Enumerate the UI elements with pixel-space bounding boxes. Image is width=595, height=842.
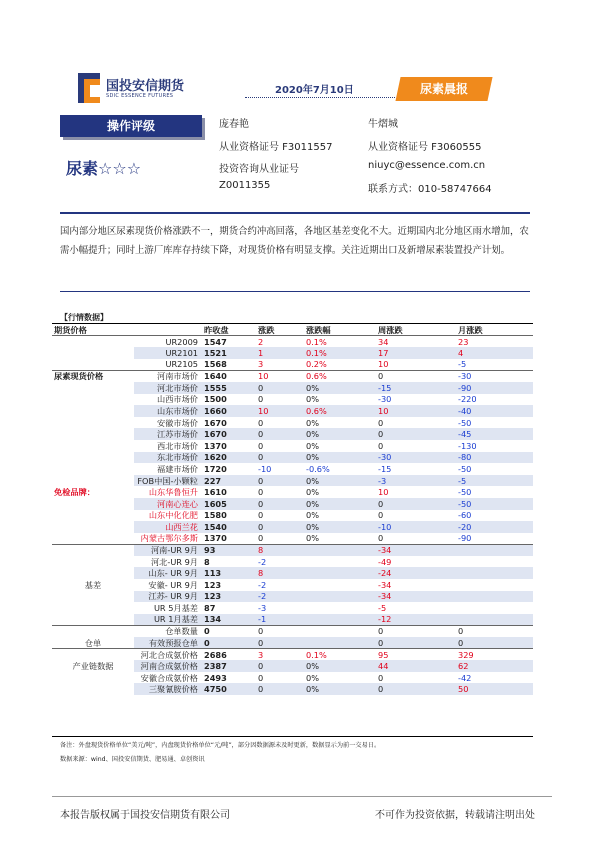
row-week-change: 10 <box>378 487 389 498</box>
row-name: 内蒙古鄂尔多斯 <box>140 533 198 544</box>
table-row <box>52 359 533 371</box>
row-week-change: -12 <box>356 614 436 626</box>
market-data-table <box>52 324 533 695</box>
table-row <box>52 498 533 510</box>
row-week-change: 0 <box>378 672 384 683</box>
table-row <box>52 475 533 487</box>
table-row <box>52 463 533 475</box>
row-month-change: 62 <box>436 660 533 672</box>
author-2-contact: 联系方式：010-58747664 <box>368 184 492 195</box>
report-date: 2020年7月10日 <box>275 85 354 96</box>
row-change-pct: 0% <box>300 498 356 510</box>
row-change-pct <box>300 591 356 603</box>
footer-rule <box>52 796 552 797</box>
row-change-pct <box>300 556 356 568</box>
row-change-pct <box>300 637 356 649</box>
row-category <box>52 498 134 510</box>
row-change-pct: 0% <box>306 394 319 405</box>
row-change: 0 <box>258 440 264 451</box>
row-week-change: 0 <box>356 625 436 637</box>
row-change: 10 <box>250 370 300 382</box>
table-row <box>52 544 533 556</box>
col-header-name <box>134 324 200 336</box>
row-close: 1568 <box>204 359 227 370</box>
author-1-consult: 投资咨询从业证号 <box>219 164 299 175</box>
author-2-name: 牛熠城 <box>368 119 398 130</box>
row-close: 1670 <box>200 428 250 440</box>
row-change-pct: 0% <box>300 660 356 672</box>
row-month-change: -5 <box>436 475 533 487</box>
row-name: 山西兰花 <box>134 521 200 533</box>
col-header-month-change: 月涨跌 <box>436 324 533 336</box>
row-category <box>52 591 134 603</box>
row-week-change: -34 <box>378 579 392 590</box>
row-change-pct: 0.6% <box>300 370 356 382</box>
row-name: 河北市场价 <box>134 382 200 394</box>
row-week-change: 10 <box>378 359 389 370</box>
product-name: 尿素 <box>66 159 99 178</box>
row-month-change: 0 <box>436 625 533 637</box>
row-close: 1720 <box>204 463 227 474</box>
row-change-pct <box>300 614 356 626</box>
row-change-pct: 0% <box>300 521 356 533</box>
row-close: 1610 <box>204 487 227 498</box>
row-week-change: 0 <box>356 370 436 382</box>
row-change-pct <box>300 625 356 637</box>
row-category: 仓单 <box>84 637 102 648</box>
table-row <box>52 440 533 452</box>
row-name: UR2101 <box>134 347 200 359</box>
table-row <box>52 672 533 684</box>
row-month-change <box>436 579 533 591</box>
row-name: 福建市场价 <box>157 463 198 474</box>
row-change-pct: 0% <box>306 440 319 451</box>
row-change: 0 <box>258 487 264 498</box>
row-month-change: -60 <box>458 510 472 521</box>
row-change: -2 <box>258 556 267 567</box>
row-month-change: -50 <box>436 498 533 510</box>
row-change: -3 <box>258 603 267 614</box>
row-category <box>52 452 134 464</box>
row-week-change: -15 <box>356 382 436 394</box>
row-month-change: -130 <box>458 440 477 451</box>
table-row <box>52 683 533 695</box>
row-close: 1605 <box>200 498 250 510</box>
row-close: 227 <box>200 475 250 487</box>
row-name: 安徽合成氨价格 <box>140 672 198 683</box>
row-close: 2387 <box>200 660 250 672</box>
row-category <box>52 510 134 522</box>
table-row <box>52 405 533 417</box>
table-title: 【行情数据】 <box>60 313 108 322</box>
row-close: 1580 <box>204 510 227 521</box>
row-change-pct <box>300 579 356 591</box>
table-row <box>52 521 533 533</box>
row-month-change: 50 <box>436 683 533 695</box>
row-change: 0 <box>258 510 264 521</box>
row-month-change: -90 <box>436 382 533 394</box>
row-week-change: 0 <box>378 510 384 521</box>
row-month-change: -20 <box>436 521 533 533</box>
table-row <box>52 336 533 348</box>
author-2-email[interactable]: niuyc@essence.com.cn <box>368 160 486 171</box>
row-change-pct: 0% <box>300 428 356 440</box>
row-change: 2 <box>258 336 264 347</box>
row-week-change: 0 <box>378 440 384 451</box>
row-week-change: -34 <box>356 544 436 556</box>
row-close: 0 <box>200 637 250 649</box>
row-name: 河北-UR 9月 <box>150 556 198 567</box>
table-note: 备注：外盘现货价格单位“美元/吨”，内盘现货价格单位“元/吨”，部分因数据源未及时更新，数据显示为前一交易日。 <box>60 742 381 749</box>
row-close: 1500 <box>204 394 227 405</box>
row-change: 0 <box>250 683 300 695</box>
row-week-change: 0 <box>378 417 384 428</box>
table-row <box>52 452 533 464</box>
row-week-change: -30 <box>356 452 436 464</box>
footer-disclaimer: 不可作为投资依据，转载请注明出处 <box>375 810 535 821</box>
row-week-change: 95 <box>356 649 436 661</box>
row-month-change: -50 <box>458 417 472 428</box>
table-row <box>52 556 533 568</box>
footer-copyright: 本报告版权属于国投安信期货有限公司 <box>60 810 230 821</box>
row-name: 河南-UR 9月 <box>134 544 200 556</box>
table-row <box>52 614 533 626</box>
row-week-change: -10 <box>356 521 436 533</box>
row-category <box>52 602 134 614</box>
row-name: 东北市场价 <box>134 452 200 464</box>
row-close: 1555 <box>200 382 250 394</box>
row-close: 1521 <box>200 347 250 359</box>
row-month-change: 23 <box>458 336 469 347</box>
row-category <box>52 533 134 545</box>
row-week-change: 0 <box>378 533 384 544</box>
row-week-change: 10 <box>356 405 436 417</box>
row-category <box>52 405 134 417</box>
row-month-change: -42 <box>458 672 472 683</box>
report-type-label: 尿素晨报 <box>419 82 468 96</box>
row-close: 1670 <box>204 417 227 428</box>
row-name: UR2009 <box>165 336 198 347</box>
row-week-change: 0 <box>356 683 436 695</box>
author-1-name: 庞春艳 <box>219 119 249 130</box>
row-change: 0 <box>258 672 264 683</box>
row-name: UR 1月基差 <box>134 614 200 626</box>
row-week-change: 0 <box>356 637 436 649</box>
row-category <box>52 359 134 371</box>
row-category <box>52 417 134 429</box>
row-change: 0 <box>250 498 300 510</box>
date-underline <box>245 97 395 98</box>
rating-stars: ☆☆☆ <box>98 159 142 178</box>
row-category <box>52 336 134 348</box>
author-2-cert: 从业资格证号 F3060555 <box>368 142 482 153</box>
col-header-change: 涨跌 <box>250 324 300 336</box>
row-change: 3 <box>258 359 264 370</box>
row-change: 0 <box>250 637 300 649</box>
row-change-pct: 0% <box>300 382 356 394</box>
row-month-change: -90 <box>458 533 472 544</box>
row-category <box>52 556 134 568</box>
row-month-change <box>436 556 533 568</box>
table-row <box>52 370 533 382</box>
row-name: 三聚氰胺价格 <box>134 683 200 695</box>
row-week-change: 0 <box>356 428 436 440</box>
row-close: 123 <box>204 579 222 590</box>
row-month-change: -50 <box>458 487 472 498</box>
row-month-change <box>436 591 533 603</box>
row-close: 2493 <box>204 672 227 683</box>
row-close: 1640 <box>200 370 250 382</box>
row-month-change: 0 <box>436 637 533 649</box>
row-name: 河北合成氨价格 <box>134 649 200 661</box>
row-change: 0 <box>250 625 300 637</box>
table-row <box>52 660 533 672</box>
row-name: UR2105 <box>165 359 198 370</box>
row-week-change: 34 <box>378 336 389 347</box>
row-category: 基差 <box>84 579 102 590</box>
row-month-change <box>436 602 533 614</box>
row-category <box>52 683 134 695</box>
row-change-pct: 0.1% <box>300 649 356 661</box>
row-name: 河南市场价 <box>134 370 200 382</box>
row-close: 0 <box>200 625 250 637</box>
row-category <box>52 394 134 406</box>
company-name: 国投安信期货 <box>106 79 185 94</box>
row-name: 仓单数量 <box>134 625 200 637</box>
row-change-pct <box>300 602 356 614</box>
row-change: -1 <box>250 614 300 626</box>
row-change: 0 <box>250 428 300 440</box>
row-month-change: -80 <box>436 452 533 464</box>
market-summary: 国内部分地区尿素现货价格涨跌不一，期货合约冲高回落，各地区基差变化不大。近期国内北分地区雨水增加，农需小幅提升；同时上游厂库库存持续下降，对现货价格有明显支撑。关注近期出口及新增尿素装置投产计划。 <box>60 226 529 256</box>
row-close: 1620 <box>200 452 250 464</box>
table-row <box>52 417 533 429</box>
row-close: 4750 <box>200 683 250 695</box>
row-name: 西北市场价 <box>157 440 198 451</box>
row-month-change: -5 <box>458 359 467 370</box>
row-close: 113 <box>200 567 250 579</box>
row-change: -10 <box>258 463 272 474</box>
row-close: 134 <box>200 614 250 626</box>
row-week-change: -15 <box>378 463 392 474</box>
row-change-pct: 0.1% <box>300 347 356 359</box>
row-category <box>52 440 134 452</box>
company-sub: SDIC ESSENCE FUTURES <box>106 93 174 99</box>
row-category <box>52 475 134 487</box>
row-month-change: 4 <box>436 347 533 359</box>
product-rating <box>66 156 141 179</box>
row-change-pct: 0% <box>300 683 356 695</box>
row-category: 产业链数据 <box>72 661 114 672</box>
row-change: 1 <box>250 347 300 359</box>
row-category <box>52 463 134 475</box>
row-category <box>52 567 134 579</box>
row-name: 有效预报仓单 <box>134 637 200 649</box>
row-month-change: -45 <box>436 428 533 440</box>
row-close: 1540 <box>200 521 250 533</box>
row-close: 2686 <box>200 649 250 661</box>
row-month-change: 329 <box>436 649 533 661</box>
row-close: 8 <box>204 556 210 567</box>
row-category <box>52 672 134 684</box>
table-row <box>52 579 533 591</box>
row-week-change: 0 <box>356 498 436 510</box>
table-row <box>52 486 533 498</box>
rating-label: 操作评级 <box>60 115 202 137</box>
row-week-change: -5 <box>378 603 387 614</box>
row-name: 山东华鲁恒升 <box>148 487 198 498</box>
row-change: 8 <box>250 544 300 556</box>
summary-top-rule <box>60 212 530 214</box>
row-week-change: -49 <box>378 556 392 567</box>
table-row <box>52 591 533 603</box>
row-name: 江苏市场价 <box>134 428 200 440</box>
row-name: 江苏- UR 9月 <box>134 591 200 603</box>
report-type-tag <box>395 77 492 101</box>
row-month-change <box>436 567 533 579</box>
row-name: 山西市场价 <box>157 394 198 405</box>
row-category <box>52 625 134 637</box>
row-category <box>52 649 134 661</box>
row-change: 10 <box>250 405 300 417</box>
row-category <box>52 428 134 440</box>
row-change-pct: 0% <box>306 487 319 498</box>
row-week-change: -24 <box>356 567 436 579</box>
row-category: 尿素现货价格 <box>52 370 134 382</box>
row-change: 0 <box>250 521 300 533</box>
row-category <box>52 544 134 556</box>
row-category <box>52 521 134 533</box>
table-row <box>52 649 533 661</box>
row-close: 87 <box>204 603 216 614</box>
row-name: 安徽- UR 9月 <box>148 579 198 590</box>
row-change: 3 <box>250 649 300 661</box>
table-row <box>52 533 533 545</box>
author-1-consult-no: Z0011355 <box>219 180 271 191</box>
row-change-pct: 0.1% <box>306 336 327 347</box>
row-change-pct: 0% <box>306 510 319 521</box>
author-1-cert: 从业资格证号 F3011557 <box>219 142 333 153</box>
row-change-pct: 0% <box>306 672 319 683</box>
row-category <box>52 347 134 359</box>
row-close: 1370 <box>204 533 227 544</box>
company-logo <box>78 73 188 105</box>
row-change: 0 <box>250 660 300 672</box>
row-week-change: -34 <box>356 591 436 603</box>
table-row <box>52 394 533 406</box>
table-row <box>52 625 533 637</box>
row-change: 0 <box>258 533 264 544</box>
table-row <box>52 602 533 614</box>
row-month-change: -40 <box>436 405 533 417</box>
row-close: 123 <box>200 591 250 603</box>
col-header-week-change: 周涨跌 <box>356 324 436 336</box>
row-category <box>52 382 134 394</box>
row-close: 1370 <box>204 440 227 451</box>
row-change: 8 <box>250 567 300 579</box>
row-change-pct: -0.6% <box>306 463 330 474</box>
row-close: 1547 <box>204 336 227 347</box>
row-name: 河南心连心 <box>134 498 200 510</box>
col-header-category: 期货价格 <box>52 324 134 336</box>
row-change-pct: 0.2% <box>306 359 327 370</box>
row-name: 河南合成氨价格 <box>134 660 200 672</box>
row-month-change <box>436 614 533 626</box>
table-row <box>52 567 533 579</box>
logo-mark-icon <box>78 73 102 103</box>
row-category: 免检品牌： <box>54 487 95 498</box>
row-change: 0 <box>250 475 300 487</box>
table-row <box>52 382 533 394</box>
row-name: 山东- UR 9月 <box>134 567 200 579</box>
row-change-pct: 0% <box>300 475 356 487</box>
row-month-change: -220 <box>458 394 477 405</box>
table-header-row <box>52 324 533 336</box>
row-change-pct <box>300 567 356 579</box>
row-category <box>52 614 134 626</box>
row-change-pct: 0% <box>306 417 319 428</box>
row-change: 0 <box>250 382 300 394</box>
row-name: UR 5月基差 <box>153 603 198 614</box>
row-month-change: -50 <box>458 463 472 474</box>
data-source: 数据来源：wind、国投安信期货、肥易通、卓创资讯 <box>60 756 205 763</box>
row-change-pct: 0% <box>306 533 319 544</box>
table-row <box>52 347 533 359</box>
row-change-pct: 0% <box>300 452 356 464</box>
row-month-change: -30 <box>436 370 533 382</box>
row-change: 0 <box>258 394 264 405</box>
row-month-change <box>436 544 533 556</box>
table-bottom-rule <box>52 736 533 737</box>
row-name: 山东市场价 <box>134 405 200 417</box>
table-row <box>52 428 533 440</box>
row-week-change: 44 <box>356 660 436 672</box>
table-row <box>52 637 533 649</box>
row-change-pct <box>300 544 356 556</box>
row-close: 1660 <box>200 405 250 417</box>
row-week-change: -30 <box>378 394 392 405</box>
row-change-pct: 0.6% <box>300 405 356 417</box>
row-change: 0 <box>250 452 300 464</box>
summary-bottom-rule <box>60 291 530 292</box>
row-name: FOB中国-小颗粒 <box>134 475 200 487</box>
row-close: 93 <box>200 544 250 556</box>
row-week-change: -3 <box>356 475 436 487</box>
row-name: 安徽市场价 <box>157 417 198 428</box>
row-week-change: 17 <box>356 347 436 359</box>
col-header-close: 昨收盘 <box>200 324 250 336</box>
row-change: 0 <box>258 417 264 428</box>
row-change: -2 <box>250 591 300 603</box>
row-name: 山东中化化肥 <box>148 510 198 521</box>
row-change: -2 <box>258 579 267 590</box>
col-header-change-pct: 涨跌幅 <box>300 324 356 336</box>
table-row <box>52 510 533 522</box>
